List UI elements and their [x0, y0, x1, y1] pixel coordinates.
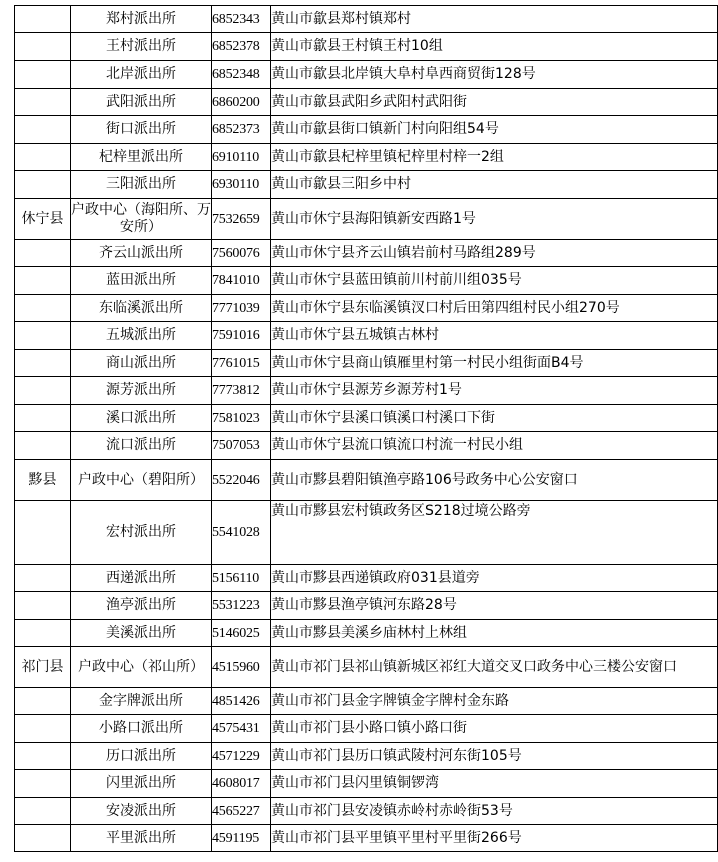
table-row [15, 350, 718, 377]
table-row [15, 240, 718, 267]
address-cell: 黄山市黟县西递镇政府031县道旁 [271, 565, 718, 592]
county-cell [15, 240, 71, 267]
station-name-cell: 蓝田派出所 [71, 267, 212, 295]
station-name-cell: 北岸派出所 [71, 61, 212, 89]
table-row [15, 688, 718, 715]
phone-number-cell: 4608017 [212, 770, 271, 798]
address-cell: 黄山市休宁县东临溪镇汊口村后田第四组村民小组270号 [271, 295, 718, 322]
phone-number-cell: 7591016 [212, 322, 271, 350]
county-cell [15, 770, 71, 798]
county-cell [15, 116, 71, 144]
station-name-cell: 户政中心（海阳所、万安所） [71, 199, 212, 240]
table-row [15, 89, 718, 116]
phone-number-cell: 4591195 [212, 825, 271, 852]
station-name-cell: 王村派出所 [71, 33, 212, 61]
station-name-cell: 齐云山派出所 [71, 240, 212, 267]
address-cell: 黄山市歙县武阳乡武阳村武阳街 [271, 89, 718, 116]
table-row [15, 770, 718, 798]
table-row [15, 199, 718, 240]
address-cell: 黄山市祁门县历口镇武陵村河东街105号 [271, 743, 718, 770]
county-cell [15, 33, 71, 61]
phone-number-cell: 6852348 [212, 61, 271, 89]
phone-number-cell: 5522046 [212, 460, 271, 501]
table-row [15, 620, 718, 647]
address-cell: 黄山市休宁县齐云山镇岩前村马路组289号 [271, 240, 718, 267]
address-cell: 黄山市休宁县流口镇流口村流一村民小组 [271, 432, 718, 460]
phone-number-cell: 5156110 [212, 565, 271, 592]
county-cell [15, 322, 71, 350]
address-cell: 黄山市黟县碧阳镇渔亭路106号政务中心公安窗口 [271, 460, 718, 501]
address-cell: 黄山市歙县街口镇新门村向阳组54号 [271, 116, 718, 144]
table-row [15, 501, 718, 565]
county-cell [15, 565, 71, 592]
station-name-cell: 流口派出所 [71, 432, 212, 460]
phone-number-cell: 4515960 [212, 647, 271, 688]
table-row [15, 432, 718, 460]
station-name-cell: 历口派出所 [71, 743, 212, 770]
table-row [15, 460, 718, 501]
table-row [15, 61, 718, 89]
address-cell: 黄山市祁门县安凌镇赤岭村赤岭街53号 [271, 798, 718, 825]
station-name-cell: 平里派出所 [71, 825, 212, 852]
county-cell [15, 592, 71, 620]
phone-number-cell: 7532659 [212, 199, 271, 240]
address-cell: 黄山市黟县渔亭镇河东路28号 [271, 592, 718, 620]
county-cell [15, 144, 71, 171]
county-cell [15, 61, 71, 89]
address-cell: 黄山市休宁县五城镇古林村 [271, 322, 718, 350]
table-row [15, 798, 718, 825]
address-cell: 黄山市休宁县溪口镇溪口村溪口下街 [271, 405, 718, 432]
address-cell: 黄山市祁门县平里镇平里村平里街266号 [271, 825, 718, 852]
county-cell: 祁门县 [15, 647, 71, 688]
phone-number-cell: 7773812 [212, 377, 271, 405]
county-cell [15, 620, 71, 647]
table-row [15, 322, 718, 350]
table-row [15, 565, 718, 592]
county-cell [15, 715, 71, 743]
phone-number-cell: 4575431 [212, 715, 271, 743]
county-cell [15, 6, 71, 33]
station-name-cell: 郑村派出所 [71, 6, 212, 33]
phone-number-cell: 6930110 [212, 171, 271, 199]
police-station-directory-table [14, 5, 718, 852]
table-row [15, 715, 718, 743]
phone-number-cell: 5146025 [212, 620, 271, 647]
address-cell: 黄山市歙县王村镇王村10组 [271, 33, 718, 61]
station-name-cell: 源芳派出所 [71, 377, 212, 405]
phone-number-cell: 7771039 [212, 295, 271, 322]
station-name-cell: 小路口派出所 [71, 715, 212, 743]
phone-number-cell: 4571229 [212, 743, 271, 770]
station-name-cell: 宏村派出所 [71, 501, 212, 565]
phone-number-cell: 4851426 [212, 688, 271, 715]
table-row [15, 33, 718, 61]
county-cell [15, 89, 71, 116]
table-row [15, 825, 718, 852]
county-cell: 黟县 [15, 460, 71, 501]
phone-number-cell: 5541028 [212, 501, 271, 565]
table-row [15, 267, 718, 295]
phone-number-cell: 6852373 [212, 116, 271, 144]
station-name-cell: 西递派出所 [71, 565, 212, 592]
county-cell [15, 267, 71, 295]
address-cell: 黄山市歙县北岸镇大阜村阜西商贸街128号 [271, 61, 718, 89]
phone-number-cell: 6852343 [212, 6, 271, 33]
county-cell [15, 743, 71, 770]
station-name-cell: 街口派出所 [71, 116, 212, 144]
station-name-cell: 户政中心（碧阳所） [71, 460, 212, 501]
table-row [15, 171, 718, 199]
station-name-cell: 闪里派出所 [71, 770, 212, 798]
station-name-cell: 三阳派出所 [71, 171, 212, 199]
county-cell [15, 432, 71, 460]
station-name-cell: 五城派出所 [71, 322, 212, 350]
phone-number-cell: 7507053 [212, 432, 271, 460]
county-cell: 休宁县 [15, 199, 71, 240]
phone-number-cell: 4565227 [212, 798, 271, 825]
county-cell [15, 350, 71, 377]
phone-number-cell: 6852378 [212, 33, 271, 61]
county-cell [15, 405, 71, 432]
phone-number-cell: 7560076 [212, 240, 271, 267]
address-cell: 黄山市休宁县海阳镇新安西路1号 [271, 199, 718, 240]
station-name-cell: 渔亭派出所 [71, 592, 212, 620]
directory-table-body [15, 6, 718, 852]
phone-number-cell: 7841010 [212, 267, 271, 295]
address-cell: 黄山市祁门县小路口镇小路口街 [271, 715, 718, 743]
station-name-cell: 武阳派出所 [71, 89, 212, 116]
table-row [15, 377, 718, 405]
address-cell: 黄山市歙县杞梓里镇杞梓里村梓一2组 [271, 144, 718, 171]
address-cell: 黄山市黟县美溪乡庙林村上林组 [271, 620, 718, 647]
table-row [15, 743, 718, 770]
station-name-cell: 商山派出所 [71, 350, 212, 377]
county-cell [15, 295, 71, 322]
phone-number-cell: 7581023 [212, 405, 271, 432]
table-row [15, 592, 718, 620]
table-row [15, 6, 718, 33]
table-row [15, 144, 718, 171]
station-name-cell: 美溪派出所 [71, 620, 212, 647]
address-cell: 黄山市祁门县金字牌镇金字牌村金东路 [271, 688, 718, 715]
address-cell: 黄山市休宁县蓝田镇前川村前川组035号 [271, 267, 718, 295]
station-name-cell: 安凌派出所 [71, 798, 212, 825]
address-cell: 黄山市歙县郑村镇郑村 [271, 6, 718, 33]
county-cell [15, 688, 71, 715]
address-cell: 黄山市祁门县闪里镇铜锣湾 [271, 770, 718, 798]
table-row [15, 116, 718, 144]
station-name-cell: 户政中心（祁山所） [71, 647, 212, 688]
county-cell [15, 798, 71, 825]
county-cell [15, 377, 71, 405]
address-cell: 黄山市祁门县祁山镇新城区祁红大道交叉口政务中心三楼公安窗口 [271, 647, 718, 688]
phone-number-cell: 5531223 [212, 592, 271, 620]
county-cell [15, 171, 71, 199]
station-name-cell: 金字牌派出所 [71, 688, 212, 715]
address-cell: 黄山市休宁县源芳乡源芳村1号 [271, 377, 718, 405]
county-cell [15, 501, 71, 565]
table-row [15, 405, 718, 432]
station-name-cell: 杞梓里派出所 [71, 144, 212, 171]
address-cell: 黄山市歙县三阳乡中村 [271, 171, 718, 199]
phone-number-cell: 6860200 [212, 89, 271, 116]
table-row [15, 295, 718, 322]
county-cell [15, 825, 71, 852]
address-cell: 黄山市黟县宏村镇政务区S218过境公路旁 [271, 501, 718, 565]
station-name-cell: 东临溪派出所 [71, 295, 212, 322]
address-cell: 黄山市休宁县商山镇雁里村第一村民小组街面B4号 [271, 350, 718, 377]
phone-number-cell: 6910110 [212, 144, 271, 171]
table-row [15, 647, 718, 688]
phone-number-cell: 7761015 [212, 350, 271, 377]
station-name-cell: 溪口派出所 [71, 405, 212, 432]
